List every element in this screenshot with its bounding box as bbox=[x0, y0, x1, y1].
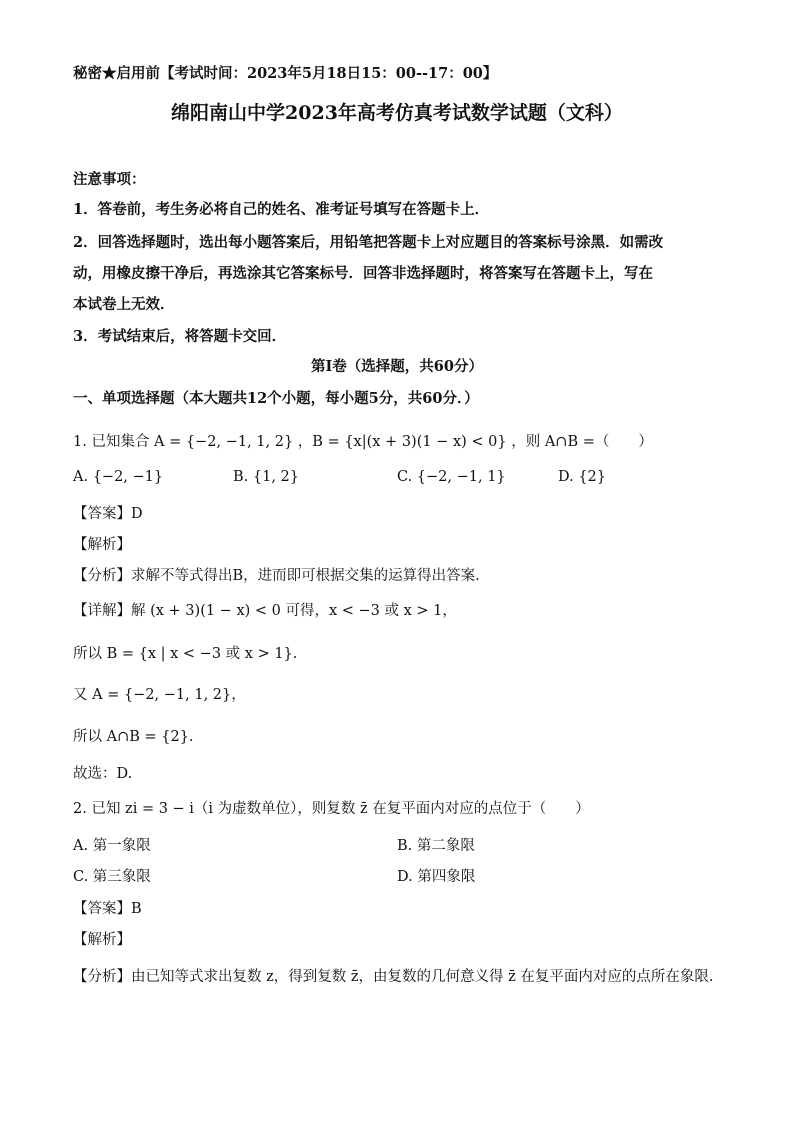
notice-item-1: 1．答卷前，考生务必将自己的姓名、准考证号填写在答题卡上． bbox=[73, 201, 490, 218]
q1-step-1: 所以 B = {x | x < −3 或 x > 1}. bbox=[73, 646, 298, 662]
q1-answer: 【答案】D bbox=[73, 506, 143, 522]
secret-line: 秘密★启用前【考试时间：2023年5月18日15：00--17：00】 bbox=[73, 65, 498, 82]
notice-item-2-line-3: 本试卷上无效． bbox=[73, 296, 175, 313]
q2-option-a: A. 第一象限 bbox=[73, 838, 151, 854]
q2-fenxi: 【分析】由已知等式求出复数 z，得到复数 z̄，由复数的几何意义得 z̄ 在复平面内对应的点所在象限. bbox=[73, 969, 714, 985]
q2-stem: 2. 已知 zi = 3 − i（i 为虚数单位），则复数 z̄ 在复平面内对应的点位于（ ） bbox=[73, 801, 590, 817]
notice-item-2-line-1: 2．回答选择题时，选出每小题答案后，用铅笔把答题卡上对应题目的答案标号涂黑．如需改 bbox=[73, 234, 664, 251]
q2-analysis-label: 【解析】 bbox=[73, 932, 131, 948]
notice-item-2-line-2: 动，用橡皮擦干净后，再选涂其它答案标号．回答非选择题时，将答案写在答题卡上，写在 bbox=[73, 265, 653, 282]
q1-analysis-label: 【解析】 bbox=[73, 537, 131, 553]
section-heading: 一、单项选择题（本大题共12个小题，每小题5分，共60分．） bbox=[73, 390, 479, 407]
q1-step-2: 又 A = {−2, −1, 1, 2}， bbox=[73, 687, 246, 703]
q1-option-a: A. {−2, −1} bbox=[73, 469, 164, 485]
notice-item-3: 3．考试结束后，将答题卡交回． bbox=[73, 328, 287, 345]
q1-stem: 1. 已知集合 A = {−2, −1, 1, 2} ，B = {x|(x + 3)(1 − x) < 0} ，则 A∩B =（ ） bbox=[73, 434, 653, 450]
notice-heading: 注意事项： bbox=[73, 171, 146, 188]
q2-answer: 【答案】B bbox=[73, 901, 142, 917]
q1-step-3: 所以 A∩B = {2}. bbox=[73, 729, 194, 745]
volume-heading: 第Ⅰ卷（选择题，共60分） bbox=[311, 358, 483, 375]
page-title: 绵阳南山中学2023年高考仿真考试数学试题（文科） bbox=[171, 102, 623, 124]
q1-fenxi: 【分析】求解不等式得出B，进而即可根据交集的运算得出答案. bbox=[73, 568, 480, 584]
q1-option-d: D. {2} bbox=[558, 469, 607, 485]
q2-option-b: B. 第二象限 bbox=[397, 838, 475, 854]
q1-option-c: C. {−2, −1, 1} bbox=[397, 469, 506, 485]
q2-option-c: C. 第三象限 bbox=[73, 869, 151, 885]
q1-choose: 故选：D. bbox=[73, 766, 133, 782]
q1-detail: 【详解】解 (x + 3)(1 − x) < 0 可得，x < −3 或 x > 1， bbox=[73, 603, 457, 619]
q1-option-b: B. {1, 2} bbox=[233, 469, 299, 485]
q2-option-d: D. 第四象限 bbox=[397, 869, 476, 885]
